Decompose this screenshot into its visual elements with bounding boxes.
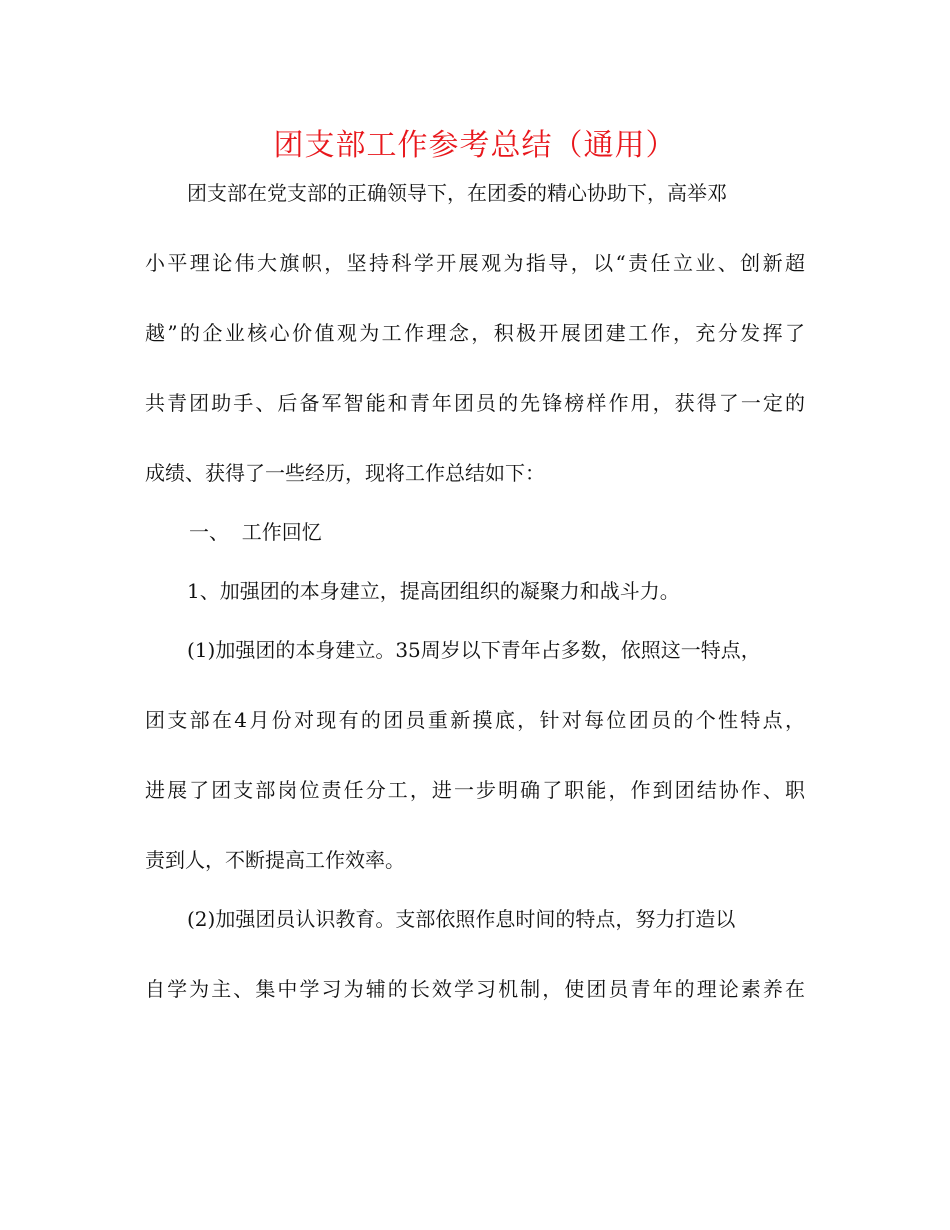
- paragraph-line: (1)加强团的本身建立。35周岁以下青年占多数，依照这一特点，: [187, 638, 761, 662]
- paragraph-line: 越”的企业核心价值观为工作理念，积极开展团建工作，充分发挥了: [145, 321, 805, 345]
- paragraph-line: 小平理论伟大旗帜，坚持科学开展观为指导，以“责任立业、创新超: [145, 251, 805, 275]
- paragraph-line: 团支部在4月份对现有的团员重新摸底，针对每位团员的个性特点，: [145, 708, 805, 732]
- document-body: [145, 176, 805, 1006]
- paragraph-line: (2)加强团员认识教育。支部依照作息时间的特点，努力打造以: [187, 907, 736, 931]
- paragraph-line: 进展了团支部岗位责任分工，进一步明确了职能，作到团结协作、职: [145, 778, 805, 802]
- paragraph-line: 共青团助手、后备军智能和青年团员的先锋榜样作用，获得了一定的: [145, 391, 805, 415]
- paragraph-line: 自学为主、集中学习为辅的长效学习机制，使团员青年的理论素养在: [145, 977, 805, 1001]
- subsection-heading: 1、加强团的本身建立，提高团组织的凝聚力和战斗力。: [187, 579, 680, 603]
- document-title: 团支部工作参考总结（通用）: [273, 128, 677, 163]
- paragraph-line: 责到人，不断提高工作效率。: [145, 848, 405, 872]
- paragraph-line: 团支部在党支部的正确领导下，在团委的精心协助下，高举邓: [187, 181, 727, 205]
- section-heading: 一、 工作回忆: [189, 520, 322, 544]
- paragraph-line: 成绩、获得了一些经历，现将工作总结如下：: [145, 461, 545, 485]
